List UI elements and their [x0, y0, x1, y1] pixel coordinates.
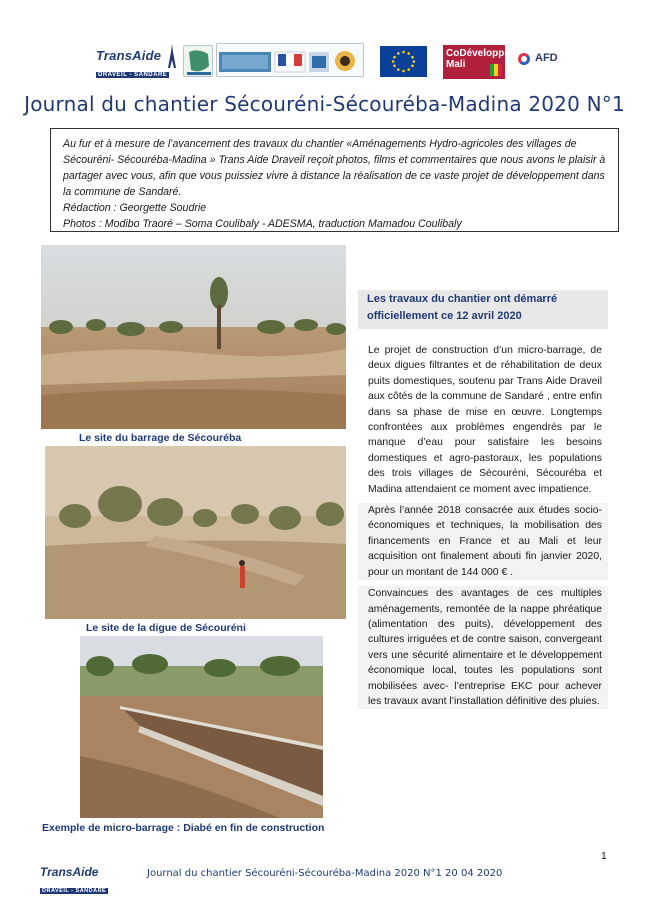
- caption-photo-3: Exemple de micro-barrage : Diabé en fin de construction: [42, 822, 325, 834]
- eiffel-tower-icon: [166, 44, 178, 70]
- partner-logo-map: [183, 45, 213, 77]
- photo-barrage-secoureba: [41, 245, 346, 429]
- caption-photo-1: Le site du barrage de Sécouréba: [79, 432, 242, 444]
- article-paragraph-3: Convaincues des avantages de ces multiples aménagements, remontée de la nappe phréatique (alimentation des puits), développement des cultures irriguées et de contre saison, convergeant vers une sécurité alimentaire et le développement économique local, toutes les populations sont mobilisées avec- l’entreprise EKC pour achever les travaux avant l’installation définitive des pluies.: [358, 586, 608, 709]
- intro-photo-credits: Photos : Modibo Traoré – Soma Coulibaly - ADESMA, traduction Mamadou Coulibaly: [63, 218, 462, 230]
- afd-ring-icon: [518, 53, 530, 65]
- footer-text: Journal du chantier Sécouréni-Sécouréba-Madina 2020 N°1 20 04 2020: [147, 868, 503, 879]
- page-title: Journal du chantier Sécouréni-Sécouréba-Madina 2020 N°1: [24, 92, 625, 116]
- afd-logo: [518, 50, 566, 70]
- article-headline: Les travaux du chantier ont démarré officiellement ce 12 avril 2020: [358, 290, 608, 329]
- transaide-logo-sub: DRAVEIL - SANDARE: [98, 72, 168, 78]
- intro-redaction: Rédaction : Georgette Soudrie: [63, 202, 207, 214]
- mali-flag-icon: [490, 64, 502, 76]
- footer-logo-sub: DRAVEIL - SANDARE: [42, 888, 107, 894]
- landscape-photo-3: [80, 636, 323, 818]
- map-logo-icon: [184, 46, 214, 78]
- afd-logo-text: AFD: [535, 52, 558, 64]
- footer-transaide-logo: [40, 865, 118, 894]
- eu-stars-icon: [380, 46, 427, 77]
- intro-text: Au fur et à mesure de l’avancement des travaux du chantier «Aménagements Hydro-agricoles des villages de Sécouréni- Sécouréba-Madina » Trans Aide Draveil reçoit photos, films et commentaires que nous avons le plaisir à partager avec vous, afin que vous puissiez vivre à distance la réalisation de ce vaste projet de développement dans la commune de Sandaré.: [63, 138, 606, 198]
- footer-logo-name: TransAide: [40, 865, 99, 879]
- article-column: [358, 290, 608, 715]
- article-paragraph-1: Le projet de construction d’un micro-barrage, de deux digues filtrantes et de réhabilitation de deux puits domestiques, soutenu par Trans Aide Draveil aux côtés de la commune de Sandaré , entre enfin dans sa phase de mise en œuvre. Longtemps confrontées aux problèmes engendrés par le manque d’eau pour satisfaire les besoins domestiques et agro-pastoraux, les populations des trois villages de Sécouréni, Sécouréba et Madina attendaient ce moment avec impatience.: [368, 345, 602, 495]
- landscape-photo-2: [45, 446, 346, 619]
- page-number: 1: [601, 850, 607, 862]
- codeveloppement-mali-logo: [443, 45, 534, 79]
- photo-digue-secoureni: [45, 446, 346, 619]
- caption-photo-2: Le site de la digue de Sécouréni: [86, 622, 246, 634]
- transaide-logo: [96, 48, 178, 78]
- eu-flag-logo: [380, 46, 427, 77]
- intro-box: [50, 128, 619, 232]
- transaide-logo-name: TransAide: [96, 48, 162, 63]
- article-paragraph-2: Après l’année 2018 consacrée aux études socio-économiques et techniques, la mobilisation des financements en France et au Mali et leur acquisition ont finalement abouti fin janvier 2020, pour un montant de 144 000 € .: [358, 503, 608, 580]
- partner-logos-group: [216, 43, 364, 77]
- codev-logo-text: CoDéveloppement Mali: [446, 48, 534, 70]
- photo-micro-barrage-diabe: [80, 636, 323, 818]
- partner-logos-icon: [217, 44, 365, 78]
- landscape-photo-1: [41, 245, 346, 429]
